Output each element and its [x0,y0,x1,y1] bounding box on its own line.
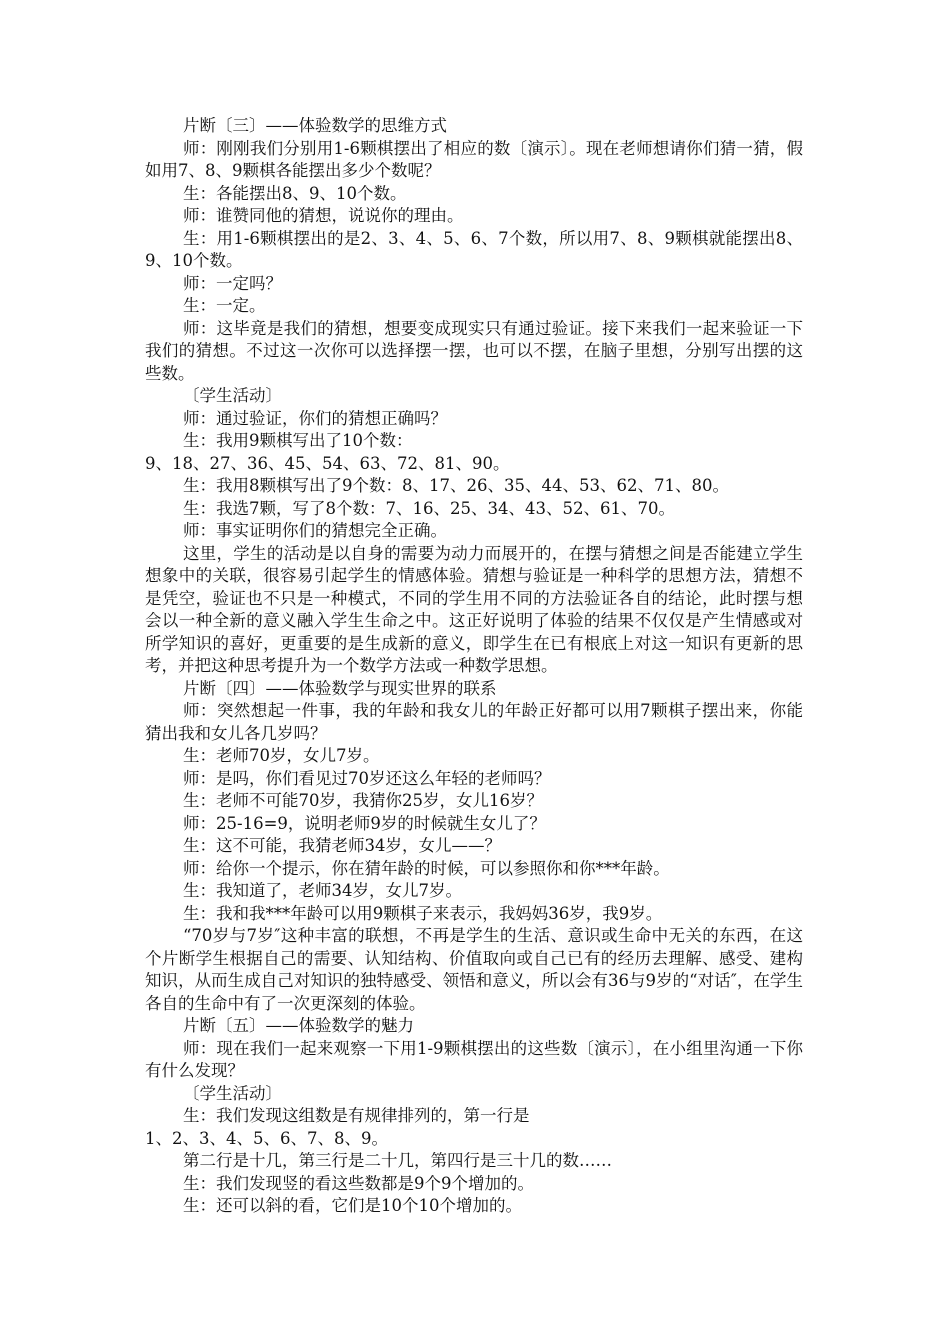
dialogue-line: 师：给你一个提示，你在猜年龄的时候，可以参照你和你***年龄。 [183,858,670,878]
dialogue-line: 师：25-16=9，说明老师9岁的时候就生女儿了？ [183,813,546,833]
document-body [145,115,803,1218]
dialogue-line: 师：刚刚我们分别用1-6颗棋摆出了相应的数〔演示〕。现在老师想请你们猜一猜，假如用7、8、9颗棋各能摆出多少个数呢？ [145,138,803,180]
dialogue-line: 生：还可以斜的看，它们是10个10个增加的。 [183,1196,522,1215]
dialogue-line: 师：这毕竟是我们的猜想，想要变成现实只有通过验证。接下来我们一起来验证一下我们的猜想。不过这一次你可以选择摆一摆，也可以不摆，在脑子里想，分别写出摆的这些数。 [145,318,803,383]
dialogue-line: 生：我们发现这组数是有规律排列的，第一行是 [183,1106,530,1125]
dialogue-line: 师：突然想起一件事，我的年龄和我女儿的年龄正好都可以用7颗棋子摆出来，你能猜出我和女儿各几岁吗？ [145,701,803,743]
dialogue-line: 师：是吗，你们看见过70岁还这么年轻的老师吗？ [183,768,551,788]
section-heading: 片断〔三〕——体验数学的思维方式 [183,116,447,135]
dialogue-line: 生：老师不可能70岁，我猜你25岁，女儿16岁？ [183,791,543,810]
section-heading: 片断〔五〕——体验数学的魅力 [183,1016,414,1035]
dialogue-line: 生：我和我***年龄可以用9颗棋子来表示，我妈妈36岁，我9岁。 [183,903,663,923]
dialogue-line: 生：老师70岁，女儿7岁。 [183,746,380,765]
dialogue-line: 师：现在我们一起来观察一下用1-9颗棋摆出的这些数〔演示〕，在小组里沟通一下你有什么发现？ [145,1038,803,1080]
dialogue-line: 生：用1-6颗棋摆出的是2、3、4、5、6、7个数，所以用7、8、9颗棋就能摆出8、9、10个数。 [145,228,803,270]
dialogue-line: 生：各能摆出8、9、10个数。 [183,183,407,203]
dialogue-line: 师：一定吗？ [183,273,282,293]
activity-note: 〔学生活动〕 [183,386,282,405]
dialogue-line: 生：一定。 [183,296,266,315]
activity-note: 〔学生活动〕 [183,1083,282,1103]
dialogue-line: 师：事实证明你们的猜想完全正确。 [183,521,447,540]
dialogue-line: 生：我用9颗棋写出了10个数： [183,431,413,450]
commentary-paragraph: “70岁与7岁″这种丰富的联想，不再是学生的生活、意识或生命中无关的东西，在这个片断学生根据自己的需要、认知结构、价值取向或自己已有的经历去理解、感受、建构知识，从而生成自己对知识的独特感受、领悟和意义，所以会有36与9岁的“对话″，在学生各自的生命中有了一次更深刻的体验。 [145,926,803,1013]
dialogue-line: 生：我选7颗，写了8个数：7、16、25、34、43、52、61、70。 [183,498,675,518]
number-sequence: 9、18、27、36、45、54、63、72、81、90。 [145,453,510,473]
dialogue-line: 生：我用8颗棋写出了9个数：8、17、26、35、44、53、62、71、80。 [183,476,729,495]
commentary-paragraph: 这里，学生的活动是以自身的需要为动力而展开的，在摆与猜想之间是否能建立学生想象中的关联，很容易引起学生的情感体验。猜想与验证是一种科学的思想方法，猜想不是凭空，验证也不只是一种模式，不同的学生用不同的方法验证各自的结论，此时摆与想会以一种全新的意义融入学生生命之中。这正好说明了体验的结果不仅仅是产生情感或对所学知识的喜好，更重要的是生成新的意义，即学生在已有根底上对这一知识有更新的思考，并把这种思考提升为一个数学方法或一种数学思想。 [145,543,803,675]
dialogue-line: 生：我们发现竖的看这些数都是9个9个增加的。 [183,1173,534,1193]
dialogue-line: 第二行是十几，第三行是二十几，第四行是三十几的数…… [183,1151,612,1170]
dialogue-line: 生：我知道了，老师34岁，女儿7岁。 [183,881,462,900]
dialogue-line: 师：通过验证，你们的猜想正确吗？ [183,408,447,428]
dialogue-line: 师：谁赞同他的猜想，说说你的理由。 [183,206,464,225]
dialogue-line: 生：这不可能，我猜老师34岁，女儿——？ [183,836,501,855]
number-sequence: 1、2、3、4、5、6、7、8、9。 [145,1128,388,1148]
section-heading: 片断〔四〕——体验数学与现实世界的联系 [183,678,497,698]
